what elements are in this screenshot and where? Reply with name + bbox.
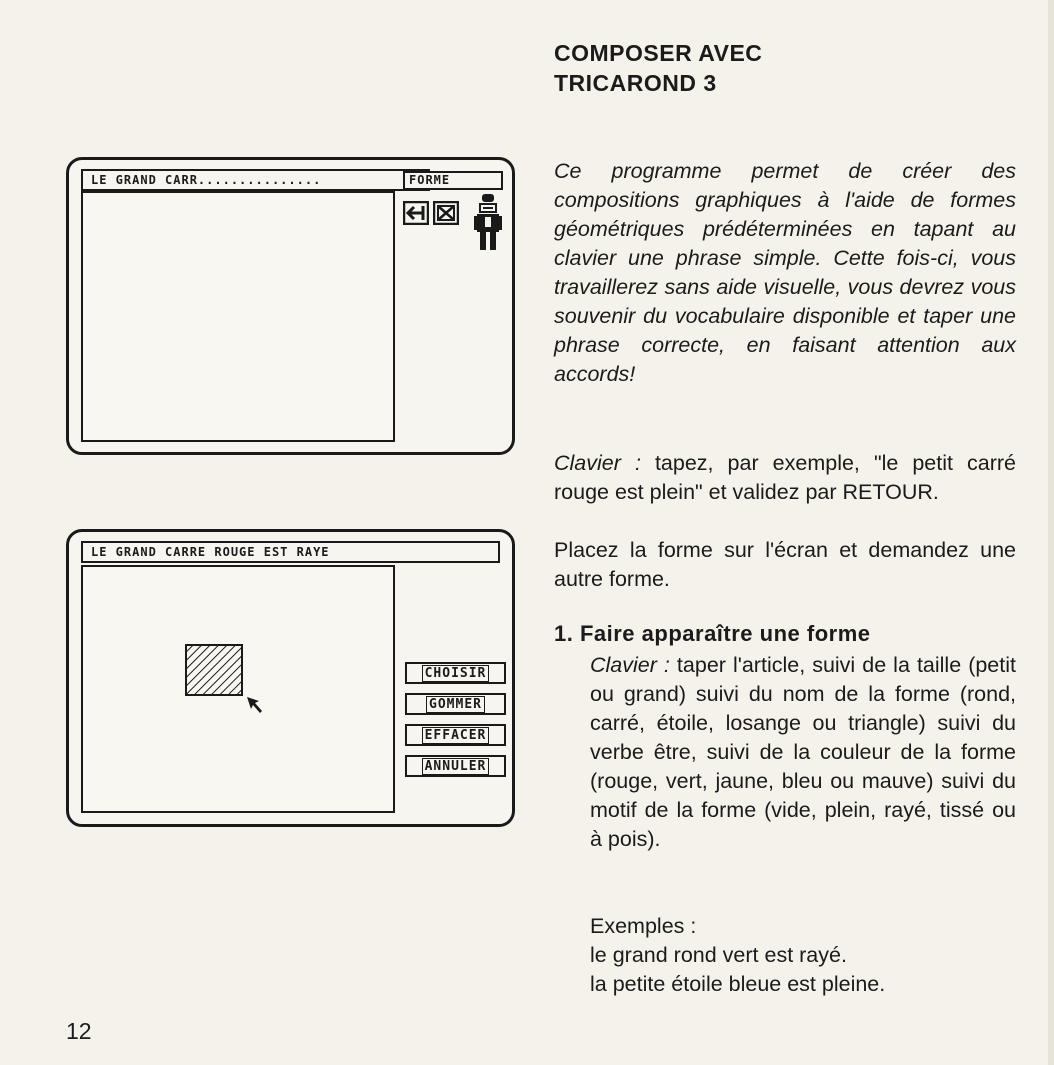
intro-paragraph: Ce programme permet de créer des compositions graphiques à l'aide de formes géométriques prédéterminées en tapant au clavier une phrase simple. Cette fois-ci, vous travaillerez sans aide visuelle, vous devrez vous souvenir du vocabulaire disponible et taper une phrase correcte, en faisant attention aux accords! — [554, 159, 1016, 386]
choisir-button[interactable] — [405, 662, 506, 684]
clavier-label: Clavier : — [554, 451, 641, 475]
sentence-input-bar[interactable]: LE GRAND CARR............... — [81, 169, 430, 191]
gommer-button[interactable] — [405, 693, 506, 715]
mouse-cursor-icon — [245, 695, 265, 715]
step-1-body — [590, 651, 1016, 854]
choisir-button-label: CHOISIR — [422, 665, 490, 682]
gommer-button-label: GOMMER — [426, 696, 485, 713]
annuler-button[interactable] — [405, 755, 506, 777]
placez-paragraph: Placez la forme sur l'écran et demandez une autre forme. — [554, 538, 1016, 591]
step-1-title: 1. Faire apparaître une forme — [554, 621, 871, 646]
screen-illustration-1 — [66, 157, 515, 455]
examples-label: Exemples : — [590, 914, 697, 938]
drawing-canvas[interactable] — [81, 565, 395, 813]
exit-arrow-icon[interactable] — [403, 201, 429, 225]
example-2: la petite étoile bleue est pleine. — [590, 972, 886, 996]
heading-line-2: TRICAROND 3 — [554, 70, 717, 96]
example-1: le grand rond vert est rayé. — [590, 943, 847, 967]
page-number: 12 — [66, 1018, 92, 1044]
sentence-input-bar[interactable]: LE GRAND CARRE ROUGE EST RAYE — [81, 541, 500, 563]
forme-button-label: FORME — [409, 173, 451, 187]
section-heading — [554, 38, 854, 98]
clavier-paragraph — [554, 449, 1016, 507]
step-1-text: taper l'article, suivi de la taille (petit ou grand) suivi du nom de la forme (rond, carré, étoile, losange ou triangle) suivi du verbe être, suivi de la couleur de la forme (rouge, vert, jaune, bleu ou mauve) suivi du motif de la forme (vide, plein, rayé, tissé ou à pois). — [590, 653, 1016, 851]
step-1-clavier-label: Clavier : — [590, 653, 670, 677]
clear-box-icon[interactable] — [433, 201, 459, 225]
hatched-square-shape[interactable] — [185, 644, 243, 696]
robot-icon[interactable] — [473, 193, 503, 251]
clavier-text: tapez, par exemple, "le petit carré rouge est plein" et validez par RETOUR. — [554, 451, 1016, 504]
effacer-button-label: EFFACER — [422, 727, 490, 744]
drawing-canvas[interactable] — [81, 191, 395, 442]
heading-line-1: COMPOSER AVEC — [554, 40, 763, 66]
examples-block — [590, 912, 885, 999]
effacer-button[interactable] — [405, 724, 506, 746]
annuler-button-label: ANNULER — [422, 758, 490, 775]
forme-button[interactable] — [403, 171, 503, 190]
page-edge — [1048, 0, 1054, 1065]
screen-illustration-2 — [66, 529, 515, 827]
